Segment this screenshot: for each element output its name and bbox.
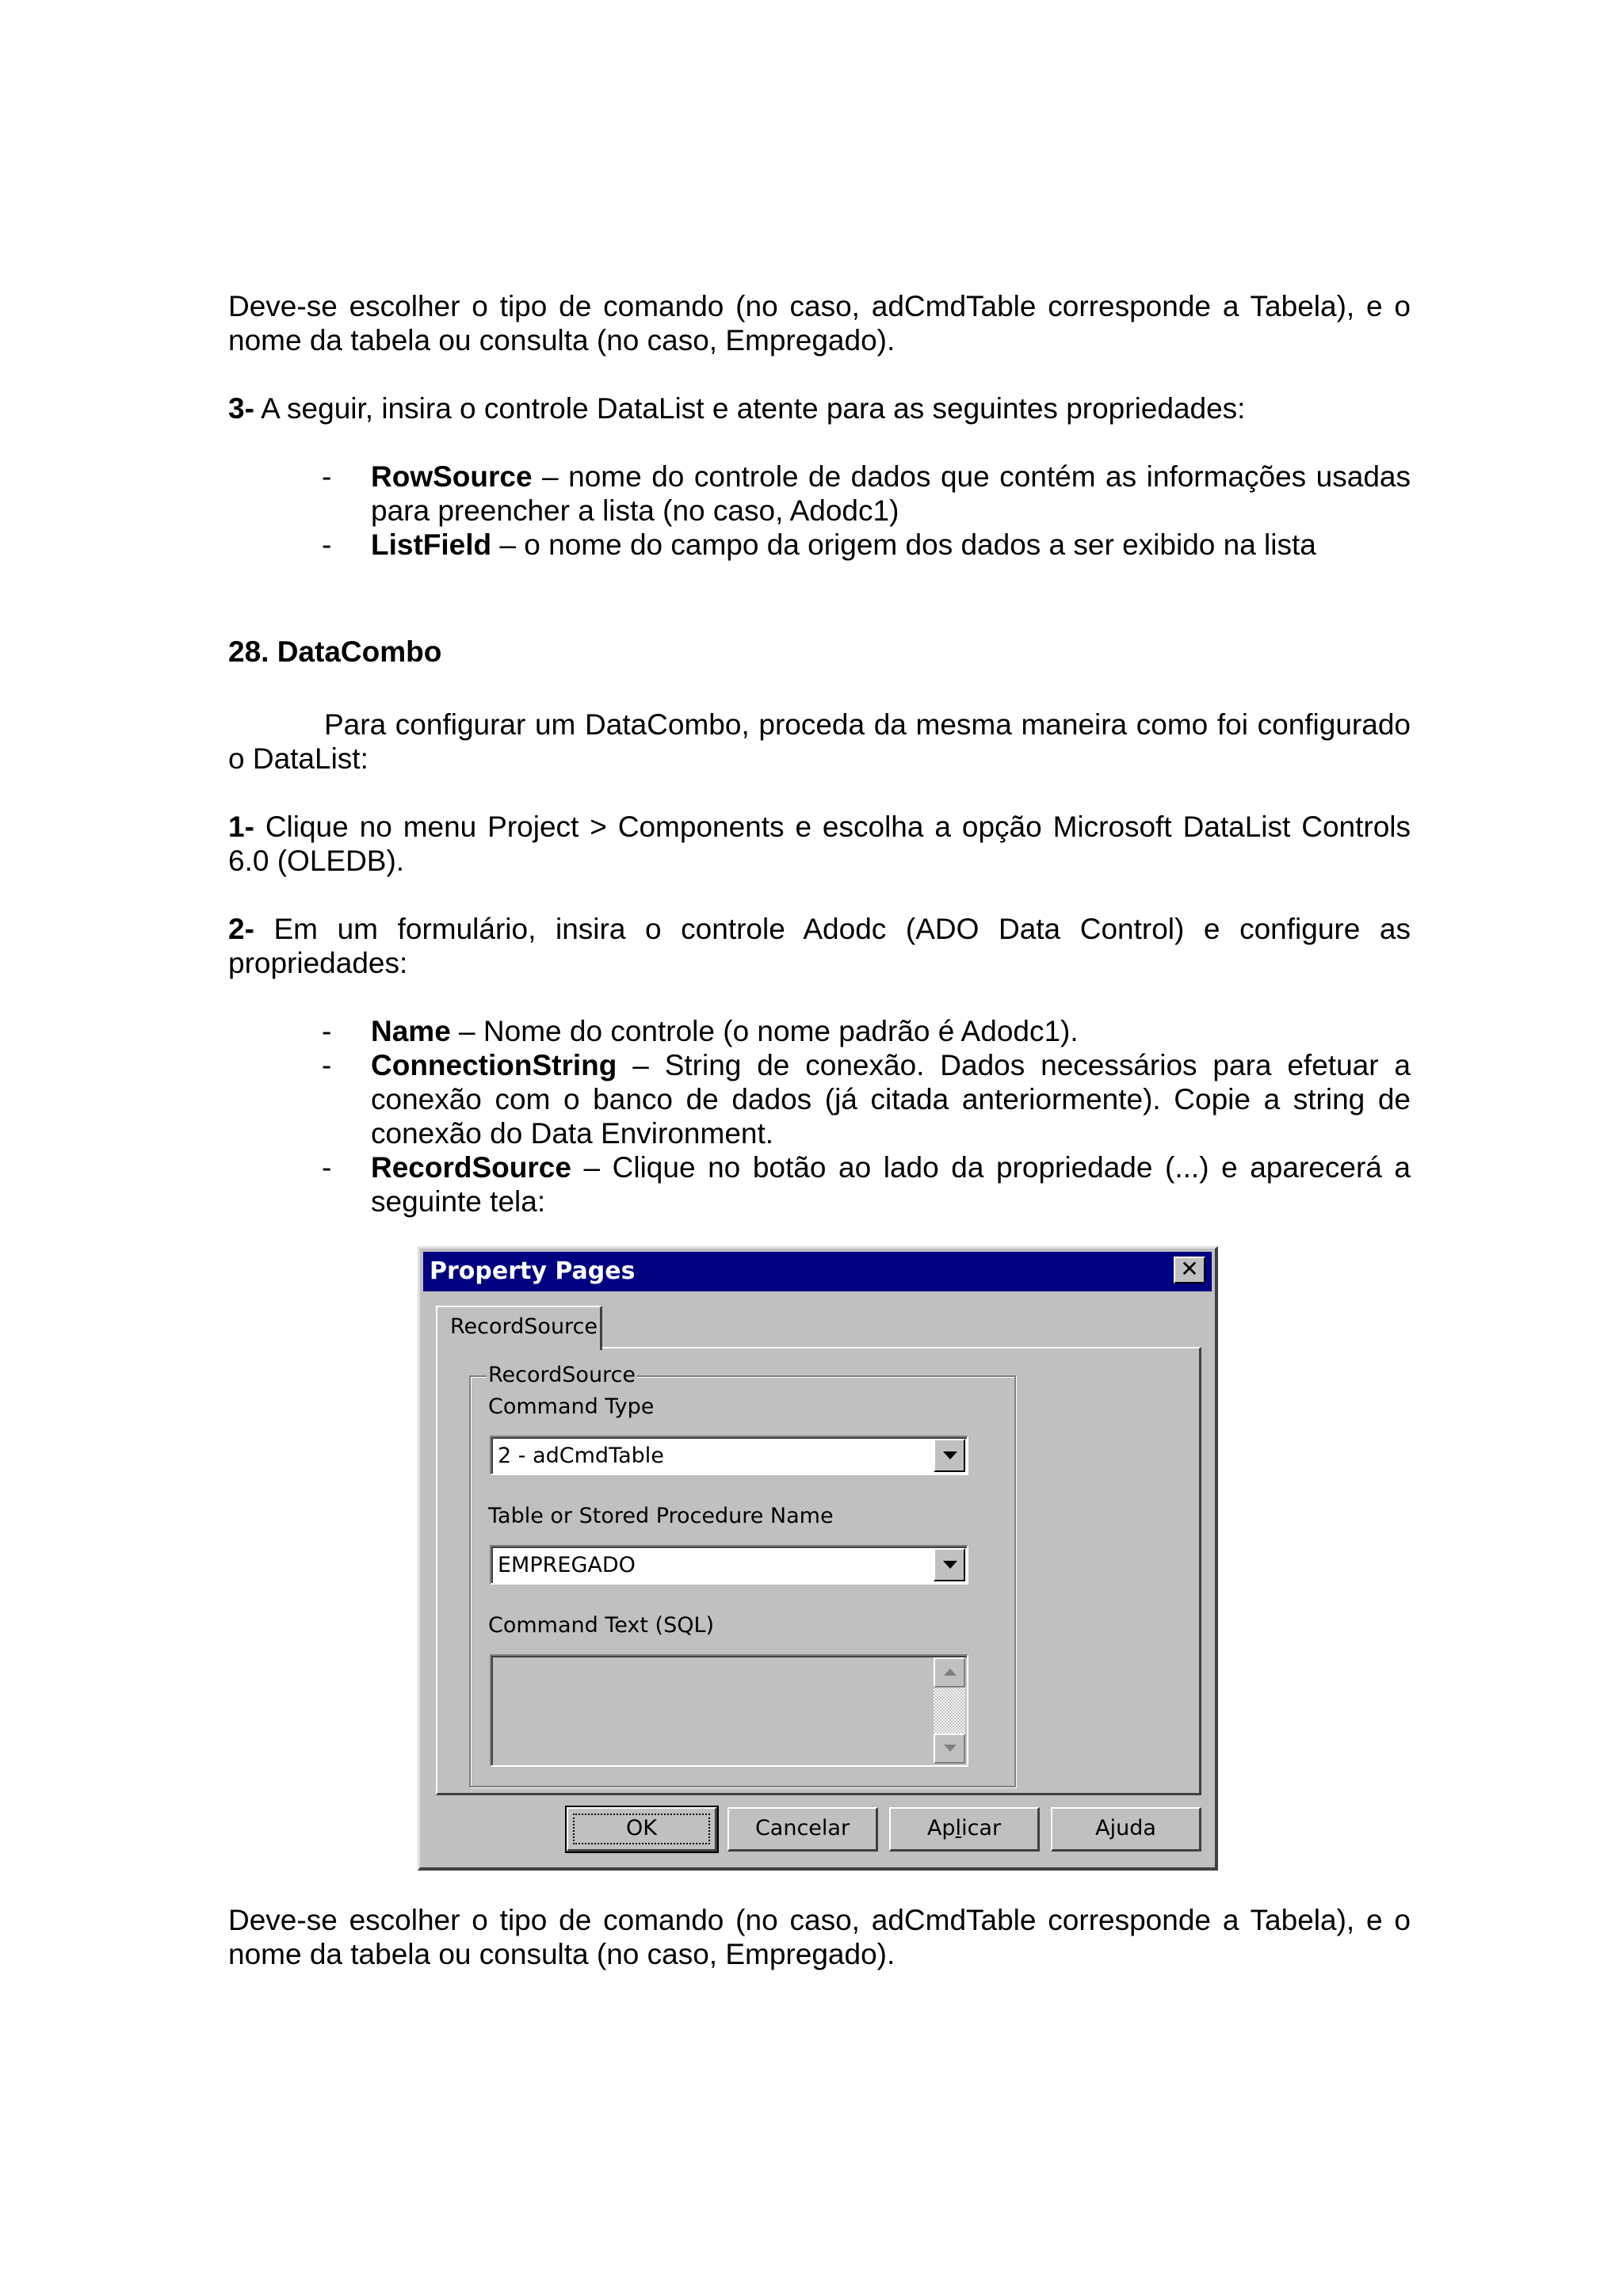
ok-button[interactable] <box>567 1807 717 1852</box>
scroll-up-icon[interactable] <box>934 1657 965 1688</box>
scroll-down-icon[interactable] <box>934 1733 965 1764</box>
list-item: - Name – Nome do controle (o nome padrão é Adodc1). <box>322 1015 1079 1047</box>
vertical-scrollbar[interactable] <box>934 1657 965 1764</box>
ok-button-label: OK <box>626 1816 657 1840</box>
close-icon: ✕ <box>1180 1256 1199 1282</box>
command-type-value: 2 - adCmdTable <box>498 1444 664 1468</box>
help-button-label: Ajuda <box>1095 1816 1156 1840</box>
paragraph-final: Deve-se escolher o tipo de comando (no caso, adCmdTable corresponde a Tabela), e o nome da tabela ou consulta (no caso, Empregado). <box>228 1904 1411 1970</box>
dialog-title: Property Pages <box>430 1257 636 1285</box>
apply-label-post: icar <box>961 1816 1002 1840</box>
tab-panel <box>436 1347 1201 1795</box>
command-text-label: Command Text (SQL) <box>488 1613 715 1638</box>
step-3 <box>228 391 1411 425</box>
list-item: - RecordSource – Clique no botão ao lado da propriedade (...) e aparecerá a seguinte tela: <box>322 1151 1411 1218</box>
section-intro-text: Para configurar um DataCombo, proceda da mesma maneira como foi configurado o DataList: <box>228 708 1411 775</box>
apply-label-pre: Ap <box>926 1816 956 1840</box>
table-name-combo[interactable] <box>490 1545 968 1585</box>
table-name-label: Table or Stored Procedure Name <box>488 1504 834 1528</box>
property-term: RecordSource <box>371 1151 571 1184</box>
chevron-down-icon[interactable] <box>934 1548 965 1581</box>
property-term: ConnectionString <box>371 1049 617 1081</box>
table-name-value: EMPREGADO <box>498 1553 636 1577</box>
property-term: RowSource <box>371 460 533 493</box>
property-term: Name <box>371 1015 451 1047</box>
section-heading: 28. DataCombo <box>228 635 442 668</box>
property-term: ListField <box>371 528 492 561</box>
cancel-button-label: Cancelar <box>754 1816 850 1840</box>
step-3-number: 3- <box>228 392 254 425</box>
step-3-text: A seguir, insira o controle DataList e atente para as seguintes propriedades: <box>254 392 1246 425</box>
step-1-number: 1- <box>228 810 254 843</box>
property-description: – Nome do controle (o nome padrão é Adodc1). <box>450 1015 1079 1047</box>
list-item: - ConnectionString – String de conexão. Dados necessários para efetuar a conexão com o banco de dados (já citada anteriormente). Copie a string de conexão do Data Environment. <box>322 1049 1411 1150</box>
list-item: - ListField – o nome do campo da origem dos dados a ser exibido na lista <box>322 528 1316 561</box>
tab-recordsource[interactable]: RecordSource <box>436 1306 602 1350</box>
step-1 <box>228 810 1411 878</box>
command-type-combo[interactable] <box>490 1436 968 1475</box>
closing-paragraph-wrapper <box>228 1903 1411 1971</box>
property-description: – nome do controle de dados que contém as informações usadas para preencher a lista (no caso, Adodc1) <box>371 460 1411 527</box>
dialog-titlebar[interactable] <box>423 1252 1212 1291</box>
step-1-text: Clique no menu Project > Components e escolha a opção Microsoft DataList Controls 6.0 (OLEDB). <box>228 810 1411 877</box>
step-2-number: 2- <box>228 913 254 945</box>
property-list-2 <box>228 1014 1411 1219</box>
cancel-button[interactable] <box>727 1807 878 1852</box>
step-2 <box>228 912 1411 980</box>
property-description: – Clique no botão ao lado da propriedade (...) e aparecerá a seguinte tela: <box>371 1151 1411 1218</box>
command-text-area[interactable] <box>490 1654 968 1767</box>
close-button[interactable] <box>1174 1257 1205 1283</box>
property-description: – o nome do campo da origem dos dados a ser exibido na lista <box>491 528 1316 561</box>
recordsource-groupbox <box>469 1363 1016 1787</box>
step-2-text: Em um formulário, insira o controle Adodc (ADO Data Control) e configure as propriedades: <box>228 913 1411 979</box>
chevron-down-icon[interactable] <box>934 1439 965 1472</box>
section-intro <box>228 707 1411 776</box>
groupbox-label: RecordSource <box>487 1361 637 1390</box>
apply-button[interactable] <box>889 1807 1040 1852</box>
page-content <box>228 289 1411 1219</box>
paragraph-intro-1: Deve-se escolher o tipo de comando (no caso, adCmdTable corresponde a Tabela), e o nome da tabela ou consulta (no caso, Empregado). <box>228 290 1411 357</box>
command-type-label: Command Type <box>488 1394 655 1419</box>
property-list-1 <box>228 460 1411 562</box>
property-pages-dialog <box>418 1246 1218 1871</box>
help-button[interactable] <box>1051 1807 1201 1852</box>
apply-label-accel: l <box>955 1816 962 1840</box>
property-description: – String de conexão. Dados necessários para efetuar a conexão com o banco de dados (já citada anteriormente). Copie a string de conexão do Data Environment. <box>371 1049 1411 1150</box>
list-item: - RowSource – nome do controle de dados que contém as informações usadas para preencher a lista (no caso, Adodc1) <box>322 460 1411 527</box>
